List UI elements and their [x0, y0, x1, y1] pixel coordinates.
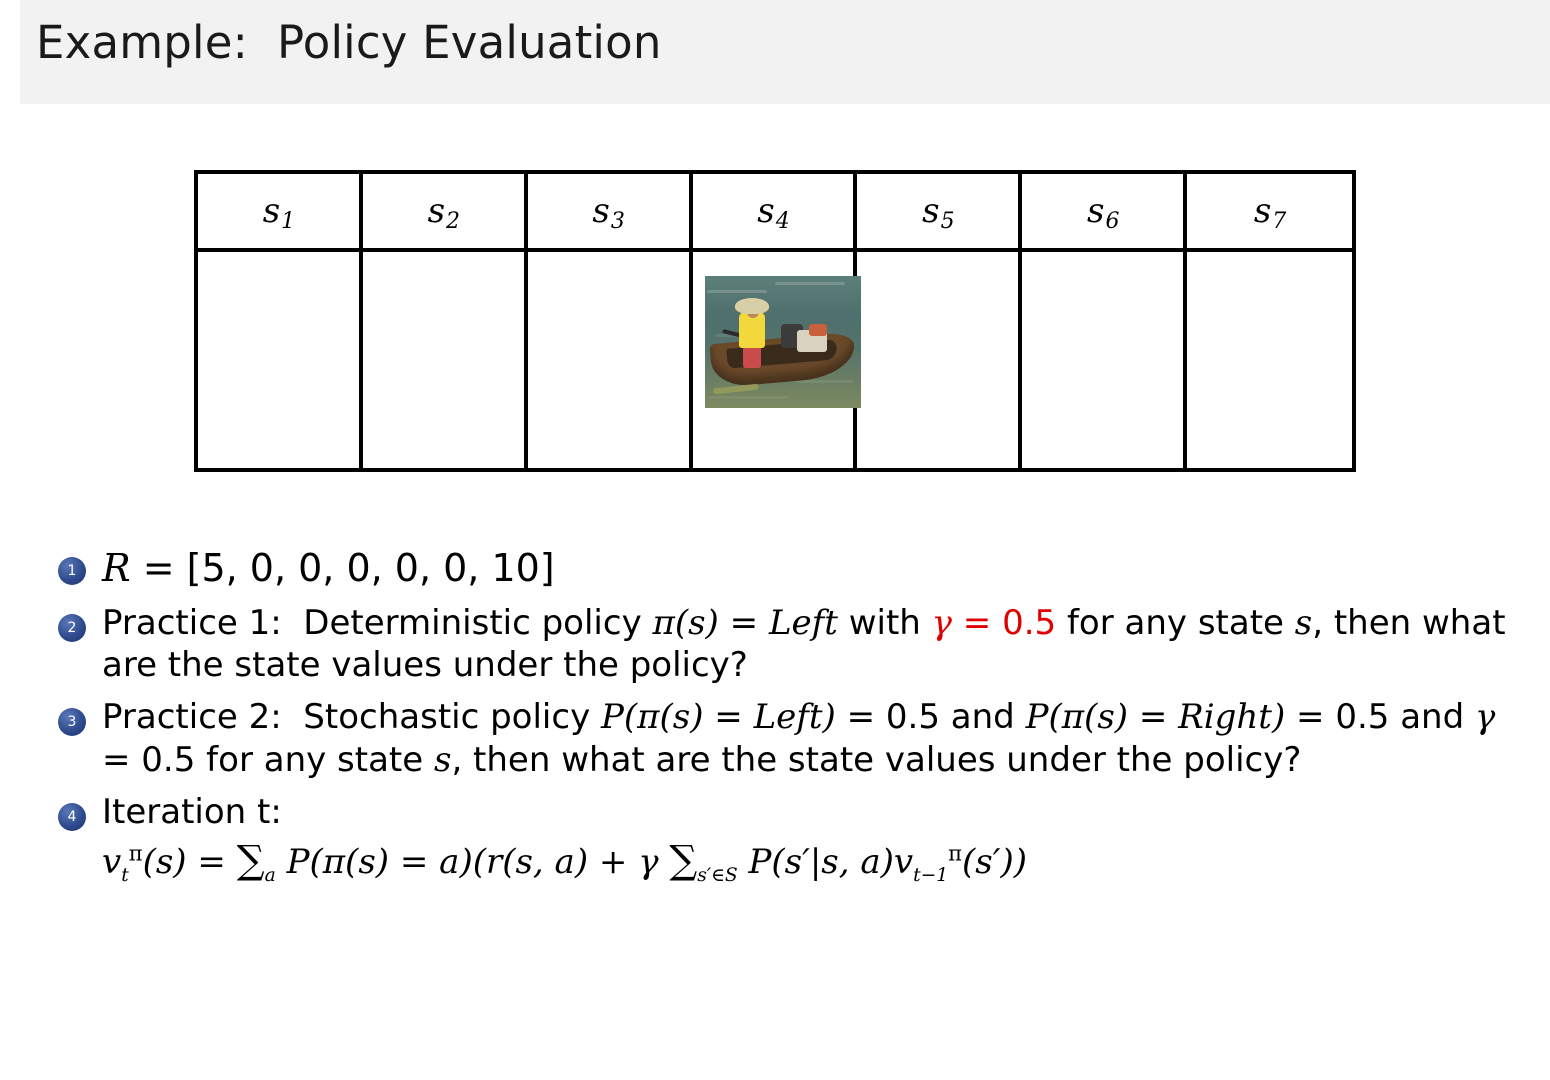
agent-boat-image [705, 276, 861, 408]
state-label-s3: $s_3$ [592, 191, 625, 234]
state-label-s6: $s_6$ [1087, 191, 1120, 234]
bullet-number-icon: 2 [58, 614, 86, 642]
list-item [58, 602, 1528, 686]
bullet-number-icon: 3 [58, 708, 86, 736]
state-cell-7 [1187, 252, 1352, 472]
state-label-s1: $s_1$ [262, 191, 296, 234]
list-item [58, 545, 1528, 592]
state-label-s2: $s_2$ [427, 191, 461, 234]
state-label-s5: $s_5$ [922, 191, 955, 234]
state-cell-3 [528, 252, 693, 472]
water-streak-icon [709, 396, 789, 399]
list-item [58, 791, 1528, 887]
state-header-cell-7 [1187, 174, 1352, 248]
state-header-cell-4 [693, 174, 858, 248]
state-grid-header-row [198, 174, 1352, 252]
state-header-cell-2 [363, 174, 528, 248]
reed-shape [712, 384, 758, 395]
water-streak-icon [795, 380, 853, 383]
list-item [58, 696, 1528, 780]
reward-vector-formula: R [102, 546, 131, 590]
state-header-cell-3 [528, 174, 693, 248]
state-label-s4: $s_4$ [757, 191, 790, 234]
conical-hat-icon [735, 298, 769, 314]
water-streak-icon [707, 290, 767, 293]
state-label-s7: $s_7$ [1253, 191, 1287, 234]
slide-title-bar [0, 0, 1550, 104]
bullet-list [58, 545, 1528, 897]
value-iteration-formula: $v_t^\pi(s) = \sum_a$ P(π(s) = a)(r(s, a) + γ $\sum_{s'\in S}$ P(s′|s, $a)v_{t-1}^\pi(s')$) [102, 837, 1027, 886]
page-title: Example: Policy Evaluation [36, 16, 662, 69]
state-cell-1 [198, 252, 363, 472]
state-cell-5 [857, 252, 1022, 472]
state-cell-6 [1022, 252, 1187, 472]
state-cell-4 [693, 252, 858, 472]
bullet-text-1: R = [5, 0, 0, 0, 0, 0, 10] [102, 546, 555, 590]
bullet-text-4 [102, 791, 1528, 887]
title-accent-bar [10, 0, 20, 104]
state-header-cell-5 [857, 174, 1022, 248]
bullet-number-icon: 4 [58, 803, 86, 831]
cargo-orange-shape [809, 324, 827, 336]
state-grid [194, 170, 1356, 472]
bullet-text-2: Practice 1: Deterministic policy π(s) = Left with γ = 0.5 for any state s, then what are the state values under the policy? [102, 603, 1506, 686]
state-cell-2 [363, 252, 528, 472]
state-grid-body-row [198, 252, 1352, 472]
bullet-text-3: Practice 2: Stochastic policy P(π(s) = Left) = 0.5 and P(π(s) = Right) = 0.5 and γ = 0.5 for any state s, then what are the state values under the policy? [102, 697, 1496, 780]
iteration-label: Iteration t: [102, 791, 282, 832]
state-header-cell-6 [1022, 174, 1187, 248]
bullet-number-icon: 1 [58, 557, 86, 585]
person-legs-shape [743, 346, 761, 368]
state-header-cell-1 [198, 174, 363, 248]
water-streak-icon [775, 282, 845, 285]
